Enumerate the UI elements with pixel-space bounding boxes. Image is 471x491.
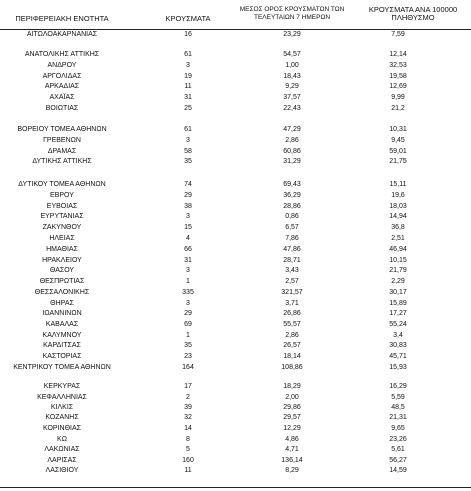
- cases-cell: 5: [186, 446, 190, 453]
- rate-cell: 9,45: [391, 137, 405, 144]
- avg-cell: 29,86: [283, 404, 301, 411]
- cases-cell: 29: [184, 310, 192, 317]
- avg-cell: 54,57: [283, 51, 301, 58]
- cases-cell: 160: [182, 457, 194, 464]
- avg-cell: 2,00: [285, 394, 299, 401]
- region-cell: ΑΝΑΤΟΛΙΚΗΣ ΑΤΤΙΚΗΣ: [24, 51, 100, 58]
- cases-cell: 164: [182, 364, 194, 371]
- table-row: [0, 191, 471, 200]
- table-row: [0, 331, 471, 340]
- cases-cell: 335: [182, 289, 194, 296]
- rate-cell: 21,2: [391, 105, 405, 112]
- rate-cell: 55,24: [389, 321, 407, 328]
- table-row: [0, 363, 471, 372]
- header-per100k-line1: ΚΡΟΥΣΜΑΤΑ ΑΝΑ 100000: [368, 5, 458, 14]
- avg-cell: 2,86: [285, 137, 299, 144]
- avg-cell: 12,29: [283, 425, 301, 432]
- table-row: [0, 456, 471, 465]
- table-row: [0, 136, 471, 145]
- avg-cell: 55,57: [283, 321, 301, 328]
- avg-cell: 60,86: [283, 148, 301, 155]
- region-cell: ΙΩΑΝΝΙΝΩΝ: [42, 310, 82, 317]
- header-cases: ΚΡΟΥΣΜΑΤΑ: [165, 14, 211, 23]
- cases-cell: 11: [184, 83, 192, 90]
- region-cell: ΔΥΤΙΚΟΥ ΤΟΜΕΑ ΑΘΗΝΩΝ: [18, 181, 106, 188]
- cases-cell: 61: [184, 51, 192, 58]
- table-row: [0, 245, 471, 254]
- table-row: [0, 309, 471, 318]
- rate-cell: 9,65: [391, 425, 405, 432]
- avg-cell: 3,43: [285, 267, 299, 274]
- cases-cell: 11: [184, 467, 192, 474]
- avg-cell: 31,29: [283, 158, 301, 165]
- cases-cell: 32: [184, 414, 192, 421]
- region-cell: ΚΑΣΤΟΡΙΑΣ: [42, 353, 82, 360]
- header-per100k-line2: ΠΛΗΘΥΣΜΟ: [391, 13, 435, 22]
- cases-cell: 3: [186, 300, 190, 307]
- region-cell: ΚΑΡΔΙΤΣΑΣ: [43, 342, 81, 349]
- region-cell: ΗΜΑΘΙΑΣ: [46, 246, 78, 253]
- table-row: [0, 82, 471, 91]
- region-cell: ΚΕΦΑΛΛΗΝΙΑΣ: [37, 394, 87, 401]
- rate-cell: 21,79: [389, 267, 407, 274]
- rate-cell: 14,94: [389, 213, 407, 220]
- table-row: [0, 382, 471, 391]
- region-cell: ΑΧΑΪΑΣ: [49, 94, 75, 101]
- cases-cell: 31: [184, 257, 192, 264]
- cases-cell: 1: [186, 278, 190, 285]
- avg-cell: 47,86: [283, 246, 301, 253]
- table-row: [0, 93, 471, 102]
- table-row: [0, 180, 471, 189]
- avg-cell: 37,57: [283, 94, 301, 101]
- region-cell: ΘΕΣΠΡΩΤΙΑΣ: [39, 278, 85, 285]
- region-cell: ΘΑΣΟΥ: [49, 267, 75, 274]
- rate-cell: 7,59: [391, 31, 405, 38]
- avg-cell: 18,29: [283, 383, 301, 390]
- region-cell: ΑΡΚΑΔΙΑΣ: [44, 83, 80, 90]
- cases-cell: 1: [186, 332, 190, 339]
- rate-cell: 16,29: [389, 383, 407, 390]
- avg-cell: 2,57: [285, 278, 299, 285]
- rate-cell: 5,61: [391, 446, 405, 453]
- table-row: [0, 403, 471, 412]
- region-cell: ΚΑΒΑΛΑΣ: [45, 321, 79, 328]
- avg-cell: 3,71: [285, 300, 299, 307]
- avg-cell: 8,29: [285, 467, 299, 474]
- header-avg-line1: ΜΕΣΟΣ ΟΡΟΣ ΚΡΟΥΣΜΑΤΩΝ ΤΩΝ: [239, 6, 345, 13]
- avg-cell: 6,57: [285, 224, 299, 231]
- rate-cell: 15,93: [389, 364, 407, 371]
- region-cell: ΚΟΡΙΝΘΙΑΣ: [43, 425, 81, 432]
- cases-cell: 66: [184, 246, 192, 253]
- region-cell: ΑΝΔΡΟΥ: [47, 62, 77, 69]
- cases-cell: 23: [184, 353, 192, 360]
- rate-cell: 48,5: [391, 404, 405, 411]
- cases-cell: 3: [186, 62, 190, 69]
- region-cell: ΓΡΕΒΕΝΩΝ: [43, 137, 81, 144]
- avg-cell: 23,29: [283, 31, 301, 38]
- cases-cell: 31: [184, 94, 192, 101]
- region-cell: ΔΡΑΜΑΣ: [47, 148, 77, 155]
- table-row: [0, 72, 471, 81]
- table-row: [0, 341, 471, 350]
- table-row: [0, 61, 471, 70]
- table-row: [0, 277, 471, 286]
- rate-cell: 10,31: [389, 126, 407, 133]
- avg-cell: 0,86: [285, 213, 299, 220]
- region-cell: ΘΗΡΑΣ: [50, 300, 74, 307]
- region-cell: ΚΟΖΑΝΗΣ: [45, 414, 79, 421]
- region-cell: ΕΒΡΟΥ: [50, 192, 74, 199]
- cases-cell: 3: [186, 267, 190, 274]
- avg-cell: 108,86: [281, 364, 303, 371]
- avg-cell: 47,29: [283, 126, 301, 133]
- rate-cell: 32,53: [389, 62, 407, 69]
- avg-cell: 1,00: [285, 62, 299, 69]
- cases-cell: 74: [184, 181, 192, 188]
- table-row: [0, 157, 471, 166]
- region-cell: ΑΙΤΩΛΟΑΚΑΡΝΑΝΙΑΣ: [26, 31, 98, 38]
- table-row: [0, 104, 471, 113]
- region-cell: ΒΟΙΩΤΙΑΣ: [45, 105, 79, 112]
- avg-cell: 69,43: [283, 181, 301, 188]
- rate-cell: 15,11: [389, 181, 407, 188]
- avg-cell: 4,71: [285, 446, 299, 453]
- rate-cell: 12,14: [389, 51, 407, 58]
- rate-cell: 21,31: [389, 414, 407, 421]
- rate-cell: 2,29: [391, 278, 405, 285]
- table-row: [0, 30, 471, 39]
- cases-cell: 61: [184, 126, 192, 133]
- avg-cell: 9,29: [285, 83, 299, 90]
- cases-cell: 3: [186, 137, 190, 144]
- rate-cell: 45,71: [389, 353, 407, 360]
- region-cell: ΘΕΣΣΑΛΟΝΙΚΗΣ: [34, 289, 90, 296]
- table-row: [0, 266, 471, 275]
- region-cell: ΖΑΚΥΝΘΟΥ: [42, 224, 82, 231]
- rate-cell: 18,03: [389, 203, 407, 210]
- avg-cell: 36,29: [283, 192, 301, 199]
- table-row: [0, 234, 471, 243]
- rate-cell: 19,6: [391, 192, 405, 199]
- region-cell: ΕΥΡΥΤΑΝΙΑΣ: [40, 213, 84, 220]
- cases-cell: 15: [184, 224, 192, 231]
- table-row: [0, 445, 471, 454]
- rate-cell: 30,83: [389, 342, 407, 349]
- cases-cell: 38: [184, 203, 192, 210]
- table-row: [0, 413, 471, 422]
- rate-cell: 10,15: [389, 257, 407, 264]
- avg-cell: 136,14: [281, 457, 303, 464]
- avg-cell: 18,14: [283, 353, 301, 360]
- rate-cell: 12,69: [389, 83, 407, 90]
- cases-cell: 8: [186, 436, 190, 443]
- table-row: [0, 288, 471, 297]
- region-cell: ΛΑΚΩΝΙΑΣ: [44, 446, 80, 453]
- cases-cell: 35: [184, 158, 192, 165]
- header-region: ΠΕΡΙΦΕΡΕΙΑΚΗ ΕΝΟΤΗΤΑ: [15, 14, 109, 23]
- table-row: [0, 50, 471, 59]
- avg-cell: 18,43: [283, 73, 301, 80]
- avg-cell: 26,57: [283, 342, 301, 349]
- cases-cell: 14: [184, 425, 192, 432]
- region-cell: ΛΑΣΙΘΙΟΥ: [45, 467, 79, 474]
- table-row: [0, 147, 471, 156]
- cases-cell: 29: [184, 192, 192, 199]
- rate-cell: 2,51: [391, 235, 405, 242]
- table-row: [0, 125, 471, 134]
- table-row: [0, 393, 471, 402]
- rate-cell: 3,4: [393, 332, 403, 339]
- cases-cell: 69: [184, 321, 192, 328]
- rate-cell: 23,26: [389, 436, 407, 443]
- region-cell: ΗΛΕΙΑΣ: [49, 235, 75, 242]
- region-cell: ΔΥΤΙΚΗΣ ΑΤΤΙΚΗΣ: [32, 158, 92, 165]
- table-bottom-rule: [0, 487, 471, 488]
- cases-cell: 35: [184, 342, 192, 349]
- rate-cell: 9,99: [391, 94, 405, 101]
- avg-cell: 321,57: [281, 289, 303, 296]
- avg-cell: 22,43: [283, 105, 301, 112]
- avg-cell: 4,86: [285, 436, 299, 443]
- cases-cell: 58: [184, 148, 192, 155]
- table-row: [0, 352, 471, 361]
- cases-cell: 4: [186, 235, 190, 242]
- avg-cell: 7,86: [285, 235, 299, 242]
- cases-cell: 39: [184, 404, 192, 411]
- region-cell: ΒΟΡΕΙΟΥ ΤΟΜΕΑ ΑΘΗΝΩΝ: [17, 126, 107, 133]
- cases-cell: 19: [184, 73, 192, 80]
- avg-cell: 28,86: [283, 203, 301, 210]
- rate-cell: 17,27: [389, 310, 407, 317]
- region-cell: ΚΑΛΥΜΝΟΥ: [42, 332, 82, 339]
- rate-cell: 5,59: [391, 394, 405, 401]
- header-avg-line2: ΤΕΛΕΥΤΑΙΩΝ 7 ΗΜΕΡΩΝ: [253, 14, 331, 21]
- rate-cell: 36,8: [391, 224, 405, 231]
- avg-cell: 29,57: [283, 414, 301, 421]
- region-cell: ΚΩ: [57, 436, 67, 443]
- table-row: [0, 223, 471, 232]
- avg-cell: 28,71: [283, 257, 301, 264]
- table-row: [0, 202, 471, 211]
- rate-cell: 56,27: [389, 457, 407, 464]
- rate-cell: 46,94: [389, 246, 407, 253]
- rate-cell: 19,58: [389, 73, 407, 80]
- region-cell: ΗΡΑΚΛΕΙΟΥ: [42, 257, 82, 264]
- table-row: [0, 435, 471, 444]
- rate-cell: 21,75: [389, 158, 407, 165]
- rate-cell: 59,01: [389, 148, 407, 155]
- region-cell: ΑΡΓΟΛΙΔΑΣ: [42, 73, 82, 80]
- region-cell: ΚΕΡΚΥΡΑΣ: [43, 383, 81, 390]
- table-row: [0, 299, 471, 308]
- avg-cell: 2,86: [285, 332, 299, 339]
- cases-cell: 16: [184, 31, 192, 38]
- table-row: [0, 466, 471, 475]
- table-row: [0, 424, 471, 433]
- table-row: [0, 256, 471, 265]
- rate-cell: 14,59: [389, 467, 407, 474]
- cases-cell: 3: [186, 213, 190, 220]
- region-cell: ΚΕΝΤΡΙΚΟΥ ΤΟΜΕΑ ΑΘΗΝΩΝ: [13, 364, 111, 371]
- table-row: [0, 212, 471, 221]
- rate-cell: 30,17: [389, 289, 407, 296]
- table-row: [0, 320, 471, 329]
- region-cell: ΚΙΛΚΙΣ: [50, 404, 74, 411]
- cases-cell: 2: [186, 394, 190, 401]
- cases-cell: 17: [184, 383, 192, 390]
- cases-cell: 25: [184, 105, 192, 112]
- avg-cell: 26,86: [283, 310, 301, 317]
- region-cell: ΕΥΒΟΙΑΣ: [46, 203, 78, 210]
- rate-cell: 15,89: [389, 300, 407, 307]
- region-cell: ΛΑΡΙΣΑΣ: [47, 457, 77, 464]
